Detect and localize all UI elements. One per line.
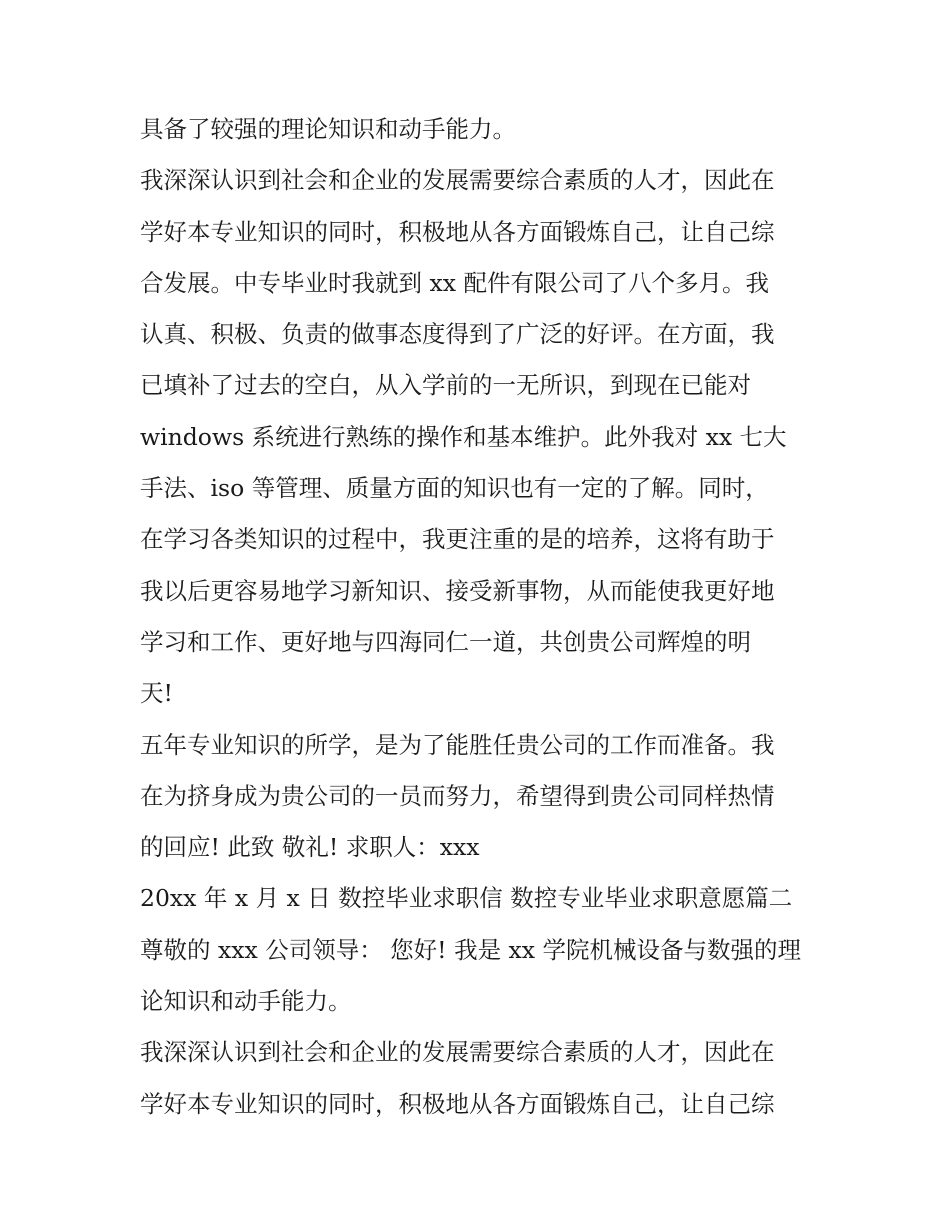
- text-line: 已填补了过去的空白，从入学前的一无所识，到现在已能对: [140, 371, 751, 400]
- text-line: 合发展。中专毕业时我就到 xx 配件有限公司了八个多月。我: [140, 268, 769, 297]
- text-line: 学好本专业知识的同时，积极地从各方面锻炼自己，让自己综: [140, 217, 775, 246]
- text-line: 认真、积极、负责的做事态度得到了广泛的好评。在方面，我: [140, 320, 775, 349]
- text-line: 学好本专业知识的同时，积极地从各方面锻炼自己，让自己综: [140, 1089, 775, 1118]
- text-line: 在学习各类知识的过程中，我更注重的是的培养，这将有助于: [140, 525, 775, 554]
- text-line: windows 系统进行熟练的操作和基本维护。此外我对 xx 七大: [140, 422, 787, 451]
- text-line: 我深深认识到社会和企业的发展需要综合素质的人才，因此在: [140, 166, 775, 195]
- text-line: 我深深认识到社会和企业的发展需要综合素质的人才，因此在: [140, 1038, 775, 1067]
- text-line: 五年专业知识的所学，是为了能胜任贵公司的工作而准备。我: [140, 730, 775, 759]
- text-line: 我以后更容易地学习新知识、接受新事物，从而能使我更好地: [140, 576, 775, 605]
- text-line: 在为挤身成为贵公司的一员而努力，希望得到贵公司同样热情: [140, 781, 775, 810]
- text-line: 学习和工作、更好地与四海同仁一道，共创贵公司辉煌的明: [140, 627, 751, 656]
- text-line: 具备了较强的理论知识和动手能力。: [140, 115, 516, 143]
- text-line: 的回应! 此致 敬礼! 求职人：xxx: [140, 833, 480, 862]
- text-line: 尊敬的 xxx 公司领导： 您好! 我是 xx 学院机械设备与数强的理: [140, 935, 802, 964]
- text-line: 手法、iso 等管理、质量方面的知识也有一定的了解。同时，: [140, 474, 769, 503]
- document-body: [140, 104, 820, 1130]
- text-line: 天!: [140, 679, 173, 708]
- text-line: 论知识和动手能力。: [140, 987, 352, 1016]
- text-line: 20xx 年 x 月 x 日 数控毕业求职信 数控专业毕业求职意愿篇二: [140, 884, 793, 913]
